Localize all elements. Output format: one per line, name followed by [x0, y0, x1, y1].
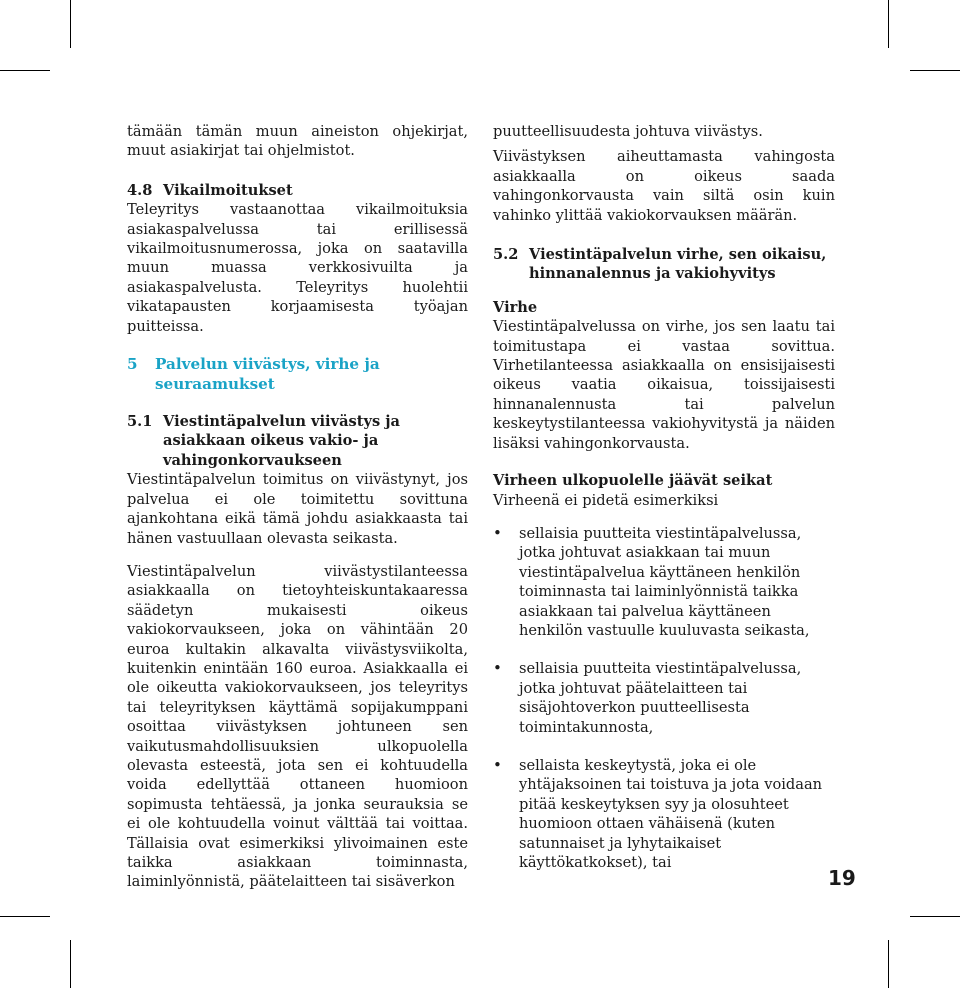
- left-column: [127, 122, 468, 892]
- list-item-text: sellaista keskeytystä, joka ei ole yhtäjaksoinen tai toistuva ja jota voidaan pitää keskeytyksen syy ja olosuhteet huomioon ottaen vähäisenä (kuten satunnaiset ja lyhytaikaiset käyttökatkokset), tai: [519, 756, 823, 871]
- section-4-8-text: Teleyritys vastaanottaa vikailmoituksia asiakaspalvelussa tai erillisessä vikailmoitusnumerossa, joka on saatavilla muun muassa verkkosivuilta ja asiakaspalvelusta. Teleyritys huolehtii vikatapausten korjaamisesta työajan puitteissa.: [127, 201, 468, 335]
- exclusions-list: [493, 524, 835, 873]
- section-5-1-heading: [127, 412, 468, 470]
- intro-paragraph: tämään tämän muun aineiston ohjekirjat, muut asiakirjat tai ohjelmistot.: [127, 123, 468, 160]
- exclusions-heading: Virheen ulkopuolelle jäävät seikat: [493, 472, 773, 490]
- virhe-paragraph: Viestintäpalvelussa on virhe, jos sen laatu tai toimitustapa ei vastaa sovittua. Virhetilanteessa asiakkaalla on ensisijaisesti oikeus vaatia oikaisua, toissijaisesti hinnanalennusta tai palvelun keskeytystilanteessa vakiohyvitystä ja näiden lisäksi vahingonkorvausta.: [493, 318, 835, 452]
- list-item-text: sellaisia puutteita viestintäpalvelussa, jotka johtuvat asiakkaan tai muun viestintäpalvelua käyttäneen henkilön toiminnasta tai laiminlyönnistä taikka asiakkaan tai palvelua käyttäneen henkilön vastuulle kuuluvasta seikasta,: [519, 524, 810, 639]
- crop-mark: [0, 916, 50, 917]
- list-item: [493, 524, 835, 640]
- bullet-icon: •: [493, 755, 502, 774]
- crop-mark: [0, 70, 50, 71]
- page-number: 19: [828, 866, 856, 890]
- section-5-1-paragraph-1: Viestintäpalvelun toimitus on viivästynyt, jos palvelua ei ole toimitettu sovittuna ajankohtana eikä tämä johdu asiakkaasta tai hänen vastuullaan olevasta seikasta.: [127, 471, 468, 547]
- section-title: Vikailmoitukset: [163, 181, 293, 199]
- section-number: 5.2: [493, 246, 519, 264]
- section-5-2-heading: [493, 245, 835, 284]
- list-item-text: sellaisia puutteita viestintäpalvelussa, jotka johtuvat päätelaitteen tai sisäjohtoverkon puutteellisesta toimintakunnosta,: [519, 660, 802, 736]
- section-number: 5: [127, 355, 138, 374]
- continued-paragraph: puutteellisuudesta johtuva viivästys.: [493, 123, 763, 140]
- damages-paragraph: Viivästyksen aiheuttamasta vahingosta asiakkaalla on oikeus saada vahingonkorvausta vain siltä osin kuin vahinko ylittää vakiokorvauksen määrän.: [493, 148, 835, 224]
- crop-mark: [888, 940, 889, 988]
- bullet-icon: •: [493, 659, 502, 678]
- bullet-icon: •: [493, 523, 502, 542]
- crop-mark: [910, 916, 960, 917]
- virhe-heading: Virhe: [493, 298, 538, 316]
- section-5-heading: [127, 354, 468, 394]
- crop-mark: [70, 0, 71, 48]
- section-4-8-heading: [127, 181, 468, 200]
- right-column: [493, 122, 835, 872]
- list-item: [493, 659, 835, 737]
- section-title: Viestintäpalvelun virhe, sen oikaisu, hinnanalennus ja vakiohyvitys: [529, 246, 827, 283]
- exclusions-intro: Virheenä ei pidetä esimerkiksi: [493, 491, 719, 509]
- crop-mark: [70, 940, 71, 988]
- crop-mark: [910, 70, 960, 71]
- crop-mark: [888, 0, 889, 48]
- section-title: Palvelun viivästys, virhe ja seuraamukset: [155, 355, 380, 394]
- section-number: 4.8: [127, 181, 153, 199]
- section-title: Viestintäpalvelun viivästys ja asiakkaan oikeus vakio- ja vahingonkorvaukseen: [163, 413, 400, 469]
- list-item: [493, 756, 835, 872]
- section-number: 5.1: [127, 413, 153, 431]
- section-5-1-paragraph-2: Viestintäpalvelun viivästystilanteessa asiakkaalla on tietoyhteiskuntakaaressa säädetyn mukaisesti oikeus vakiokorvaukseen, joka on vähintään 20 euroa kultakin alkavalta viivästysviikolta, kuitenkin enintään 160 euroa. Asiakkaalla ei ole oikeutta vakiokorvaukseen, jos teleyritys tai teleyrityksen käyttämä sopijakumppani osoittaa viivästyksen johtuneen sen vaikutusmahdollisuuksien ulkopuolella olevasta esteestä, jota sen ei kohtuudella voida edellyttää ottaneen huomioon sopimusta tehtäessä, ja jonka seurauksia se ei ole kohtuudella voinut välttää tai voittaa. Tällaisia ovat esimerkiksi ylivoimainen este taikka asiakkaan toiminnasta, laiminlyönnistä, päätelaitteen tai sisäverkon: [127, 562, 468, 891]
